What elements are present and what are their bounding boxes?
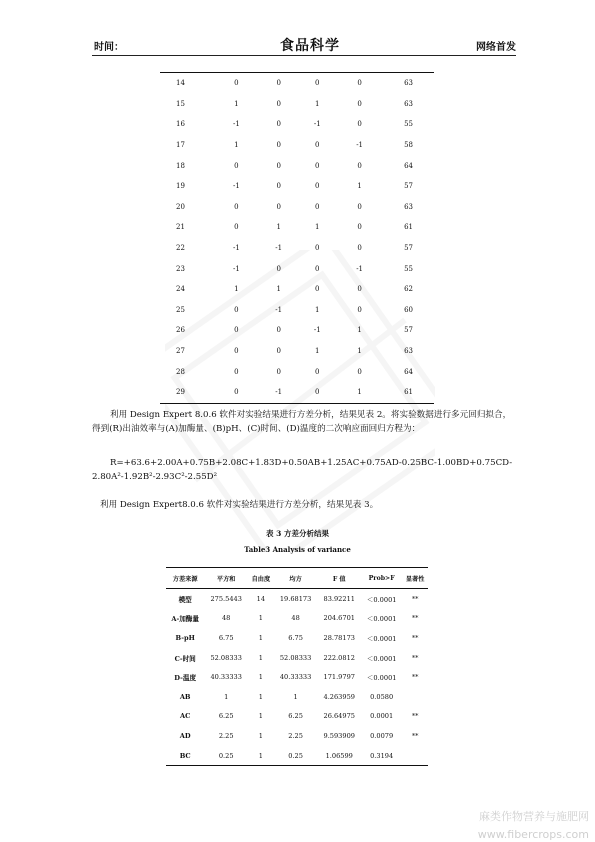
variance-source-cell: D-温度 (174, 674, 197, 683)
table-cell: 55 (404, 120, 413, 129)
table-row (160, 361, 434, 382)
paragraph-anova-intro: 利用 Design Expert8.0.6 软件对实验结果进行方差分析，结果见表 3。 (100, 500, 379, 510)
table-cell: 14 (176, 79, 185, 88)
table-cell: 0 (276, 202, 281, 211)
table-cell: 6.75 (288, 633, 303, 642)
journal-title: 食品科学 (280, 38, 340, 54)
table-cell: 14 (256, 594, 266, 603)
table-cell: ** (411, 712, 419, 721)
header-date-label: 时间： (94, 42, 124, 53)
table-cell: 0 (234, 347, 239, 356)
table-cell: ** (411, 594, 419, 603)
table-cell: 48 (291, 614, 300, 623)
table-cell: 204.6701 (323, 614, 355, 623)
table-cell (402, 687, 428, 707)
table-row (160, 155, 434, 176)
watermark-url: www.fibercrops.com (477, 828, 589, 841)
table-row (166, 746, 428, 766)
table-cell: -1 (232, 244, 240, 253)
table-cell: -1 (232, 182, 240, 191)
table-cell: 1 (315, 99, 320, 108)
table-row (160, 135, 434, 156)
table-row (160, 176, 434, 197)
table-cell: -1 (275, 388, 283, 397)
table-cell: -1 (275, 244, 283, 253)
table-cell: 1 (234, 141, 239, 150)
table-cell: ** (411, 731, 419, 740)
table-cell: 57 (404, 182, 413, 191)
table-cell: ** (411, 633, 419, 642)
table-row (160, 114, 434, 135)
table-cell: 61 (404, 388, 413, 397)
table-cell: 1 (234, 99, 239, 108)
table-cell: 63 (404, 79, 413, 88)
table-cell: -1 (232, 264, 240, 273)
table-row (166, 589, 428, 609)
table-cell: 62 (404, 285, 413, 294)
watermark-site-name: 麻类作物营养与施肥网 (479, 810, 589, 823)
regression-equation: R=+63.6+2.00A+0.75B+2.08C+1.83D+0.50AB+1.25AC+0.75AD-0.25BC-1.00BD+0.75CD-2.80A²-1.92B²-2.93C²-2.55D² (92, 458, 513, 482)
table-cell: 17 (176, 141, 185, 150)
table-cell: 55 (404, 264, 413, 273)
table-row (160, 94, 434, 115)
table-cell: 19 (176, 182, 185, 191)
table-cell: 48 (221, 614, 231, 623)
table-cell: 26 (176, 326, 185, 335)
table-row (160, 73, 434, 94)
table-cell: -1 (313, 326, 321, 335)
table-row (166, 628, 428, 648)
table-cell (402, 746, 428, 766)
table-cell: 0 (315, 244, 320, 253)
variance-source-cell: A-加酶量 (171, 615, 199, 624)
table-cell: 19.68173 (279, 594, 312, 603)
table-cell: 0 (357, 367, 362, 376)
table-cell: 275.5443 (210, 594, 242, 603)
table-cell: 22 (176, 244, 185, 253)
table-cell: 57 (404, 326, 413, 335)
table-cell: 0 (276, 347, 281, 356)
table-cell: 0 (234, 367, 239, 376)
table-cell: 0 (315, 367, 320, 376)
table-cell: 0 (357, 120, 362, 129)
table-cell: 15 (176, 99, 185, 108)
table-cell: 1 (258, 692, 263, 701)
table-cell: 0 (234, 388, 239, 397)
table3-caption-en: Table3 Analysis of variance (244, 545, 351, 554)
table-cell: 61 (404, 223, 413, 232)
table-cell: 2.25 (218, 731, 234, 740)
table-row (160, 300, 434, 321)
table-cell: ＜0.0001 (366, 634, 397, 643)
variance-source-cell: B-pH (175, 633, 195, 642)
table-cell: 6.25 (288, 712, 303, 721)
table-cell: 1 (357, 326, 362, 335)
table-cell: 0 (357, 305, 362, 314)
table-cell: 1 (357, 388, 362, 397)
site-watermark (478, 808, 589, 841)
table-cell: ** (411, 653, 419, 662)
table-cell: -1 (232, 120, 240, 129)
table-cell: 25 (176, 305, 185, 314)
table-cell: 58 (404, 141, 413, 150)
table-cell: 64 (404, 161, 413, 170)
table-cell: 0 (357, 223, 362, 232)
table-cell: -1 (356, 264, 364, 273)
table-cell: 52.08333 (279, 653, 312, 662)
table-cell: 0 (234, 223, 239, 232)
table-cell: 4.263959 (323, 692, 355, 701)
table-cell: 0 (276, 264, 281, 273)
table-cell: 64 (404, 367, 413, 376)
table-cell: 83.92211 (323, 594, 355, 603)
table-cell: 1.06599 (325, 751, 353, 760)
table-cell: 57 (404, 244, 413, 253)
table-cell: 0.3194 (370, 751, 394, 760)
table-cell: 1 (315, 305, 320, 314)
table-cell: 1 (276, 223, 281, 232)
variance-source-cell: 模型 (178, 595, 192, 604)
table-cell: 0 (315, 264, 320, 273)
variance-source-cell: AB (179, 692, 191, 701)
table-cell: 9.593909 (323, 731, 355, 740)
table-cell: 40.33333 (210, 673, 242, 682)
table-row (160, 258, 434, 279)
table-cell: 1 (234, 285, 239, 294)
table-cell: ** (411, 673, 419, 682)
table-cell: 171.9797 (323, 673, 355, 682)
table-cell: 52.08333 (210, 653, 242, 662)
table-cell: 1 (276, 285, 281, 294)
table-cell: 16 (176, 120, 185, 129)
table-cell: 0 (315, 388, 320, 397)
variance-source-cell: C-时间 (174, 654, 196, 663)
table-cell: 0 (315, 285, 320, 294)
table-cell: 18 (176, 161, 185, 170)
variance-source-cell: BC (179, 751, 191, 760)
table-cell: 23 (176, 264, 185, 273)
table-cell: 0.0079 (370, 731, 394, 740)
table-cell: 0 (234, 161, 239, 170)
table-cell: 1 (224, 692, 229, 701)
table-row (160, 341, 434, 362)
header-rule (92, 55, 516, 56)
table-row (160, 217, 434, 238)
table-cell: 1 (357, 347, 362, 356)
table-cell: 0 (357, 79, 362, 88)
table-row (160, 238, 434, 259)
table-cell: 0 (276, 141, 281, 150)
table-cell: 0.0001 (370, 712, 394, 721)
table-cell: 63 (404, 202, 413, 211)
paragraph-regression-intro: 利用 Design Expert 8.0.6 软件对实验结果进行方差分析，结果见表 2。将实验数据进行多元回归拟合，得到(R)出油效率与(A)加酶量、(B)pH、(C)时间、(D)温度的二次响应面回归方程为： (92, 410, 512, 434)
table-cell: 0 (357, 161, 362, 170)
table-cell: 1 (258, 673, 263, 682)
table-cell: 20 (176, 202, 185, 211)
table3-caption-cn: 表 3 方差分析结果 (266, 529, 329, 538)
table-cell: 0 (276, 326, 281, 335)
table-cell: 27 (176, 347, 185, 356)
table-row (160, 197, 434, 218)
table-cell: 0 (357, 99, 362, 108)
column-header: 均方 (274, 568, 318, 589)
table-cell: 1 (357, 182, 362, 191)
table-cell: 1 (315, 223, 320, 232)
table-cell: 60 (404, 305, 413, 314)
column-header: 显著性 (402, 568, 428, 589)
table-row (166, 707, 428, 727)
table-cell: 28 (176, 367, 185, 376)
table-row (166, 609, 428, 629)
table-cell: ** (411, 614, 419, 623)
column-header: 方差来源 (166, 568, 204, 589)
table-row (166, 648, 428, 668)
table-cell: 0 (357, 202, 362, 211)
table-cell: 63 (404, 347, 413, 356)
table-cell: 29 (176, 388, 185, 397)
table-cell: 6.25 (218, 712, 234, 721)
table-cell: 0 (315, 182, 320, 191)
table-cell: 26.64975 (323, 712, 355, 721)
table-cell: 0 (276, 182, 281, 191)
table-cell: ＜0.0001 (366, 674, 397, 683)
table-cell: 0 (357, 244, 362, 253)
table-cell: -1 (356, 141, 364, 150)
table-row (166, 726, 428, 746)
table-row (166, 687, 428, 707)
table-row (160, 320, 434, 341)
table-cell: 0 (315, 202, 320, 211)
table-cell: 0 (234, 326, 239, 335)
table-cell: 1 (258, 633, 263, 642)
table-cell: 0 (315, 141, 320, 150)
table-cell: 0.0580 (370, 692, 394, 701)
page-header (94, 38, 516, 54)
table-cell: 0.25 (288, 751, 303, 760)
table-cell: -1 (313, 120, 321, 129)
table-cell: 0 (357, 285, 362, 294)
table-row (166, 667, 428, 687)
table-row (160, 382, 434, 403)
table-cell: ＜0.0001 (366, 654, 397, 663)
table-cell: 1 (258, 614, 263, 623)
table-cell: 40.33333 (279, 673, 312, 682)
table-cell: 1 (258, 751, 263, 760)
table-cell: ＜0.0001 (366, 615, 397, 624)
table-cell: 24 (176, 285, 185, 294)
table-cell: 0 (234, 202, 239, 211)
column-header: 平方和 (204, 568, 248, 589)
table-cell: 63 (404, 99, 413, 108)
design-results-table (160, 72, 434, 404)
table-cell: ＜0.0001 (366, 595, 397, 604)
table-cell: 0 (234, 79, 239, 88)
variance-source-cell: AC (179, 712, 191, 721)
table-cell: 0 (276, 161, 281, 170)
table-cell: 2.25 (288, 731, 303, 740)
table-cell: 1 (258, 712, 263, 721)
table-cell: 1 (315, 347, 320, 356)
variance-source-cell: AD (179, 731, 191, 740)
table-cell: 28.78173 (323, 633, 355, 642)
column-header: 自由度 (248, 568, 274, 589)
table-cell: 0.25 (218, 751, 234, 760)
table-cell: 0 (234, 305, 239, 314)
table-cell: 21 (176, 223, 185, 232)
anova-table (166, 567, 428, 766)
table-cell: 0 (276, 79, 281, 88)
table-cell: 0 (276, 99, 281, 108)
table-cell: 1 (258, 653, 263, 662)
table-cell: 6.75 (218, 633, 234, 642)
table-cell: -1 (275, 305, 283, 314)
table-cell: 0 (315, 161, 320, 170)
table-cell: 0 (315, 79, 320, 88)
column-header: F 值 (317, 568, 361, 589)
table-cell: 0 (276, 120, 281, 129)
column-header: Prob>F (361, 568, 402, 589)
table-cell: 222.0812 (323, 653, 355, 662)
table-cell: 1 (258, 731, 263, 740)
table-cell: 0 (276, 367, 281, 376)
header-online-first: 网络首发 (476, 42, 516, 53)
table-row (160, 279, 434, 300)
table-cell: 1 (293, 692, 298, 701)
